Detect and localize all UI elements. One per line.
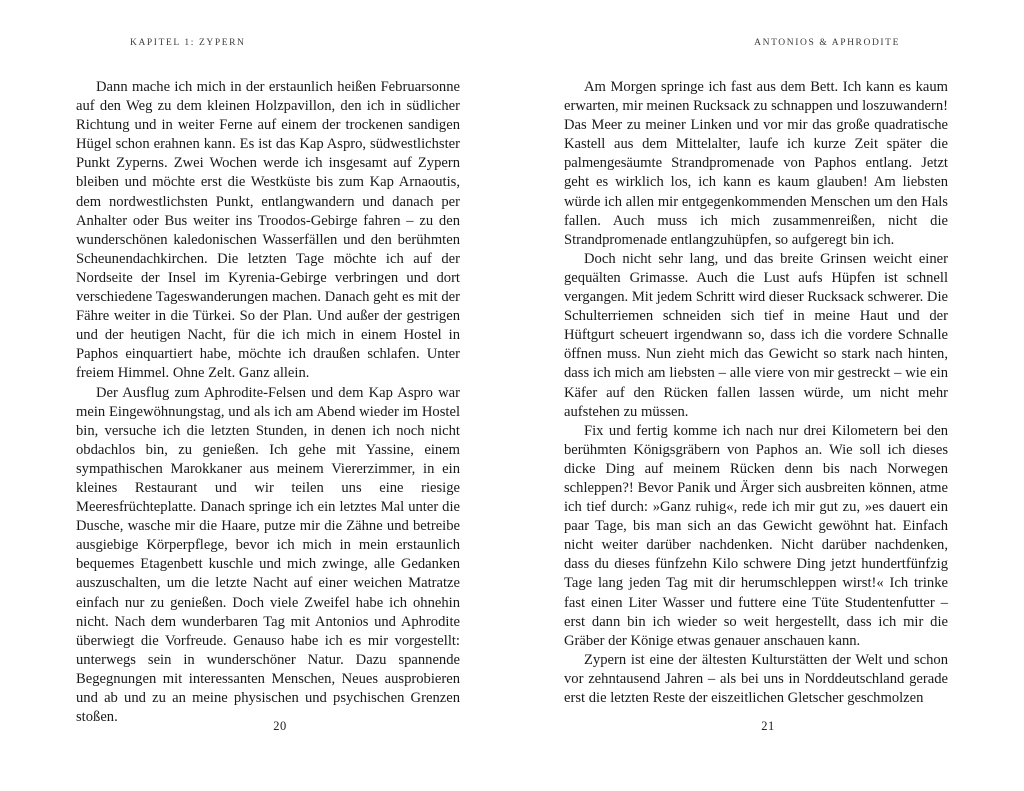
page-number-right: 21 <box>761 719 775 733</box>
paragraph: Fix und fertig komme ich nach nur drei Kilometern bei den berühmten Königsgräbern von Paphos an. Wie soll ich dieses dicke Ding auf meinem Rücken denn bis nach Norwegen schleppen?! Bevor Panik und Ärger sich ausbreiten können, atme ich tief durch: »Ganz ruhig«, rede ich mir gut zu, »es dauert ein paar Tage, bis man sich an das Gewicht gewöhnt hat. Einfach nicht weiter darüber nachdenken. Nicht darüber nachdenken, dass du dieses fünfzehn Kilo schwere Ding jetzt hundertfünfzig Tage lang jeden Tag mit dir herumschleppen wirst!« Ich trinke fast einen Liter Wasser und futtere eine Tüte Studentenfutter – erst dann bin ich wieder so weit hergestellt, dass ich mir die Gräber der Könige etwas genauer anschauen kann. <box>564 422 948 649</box>
body-text-left <box>76 78 460 727</box>
paragraph: Der Ausflug zum Aphrodite-Felsen und dem Kap Aspro war mein Eingewöhnungstag, und als ich am Abend wieder im Hostel bin, versuche ich die letzten Stunden, in denen ich noch nicht obdachlos bin, zu genießen. Ich gehe mit Yassine, einem sympathischen Marokkaner aus meinem Viererzimmer, in ein kleines Restaurant und wir teilen uns eine riesige Meeresfrüchteplatte. Danach springe ich ein letztes Mal unter die Dusche, wasche mir die Haare, putze mir die Zähne und betreibe ausgiebige Körperpflege, bevor ich mich in mein erstaunlich bequemes Etagenbett kuschle und mich zwinge, alle Gedanken auszuschalten, um die letzte Nacht auf einer weichen Matratze einfach nur zu genießen. Doch viele Zweifel habe ich ohnehin nicht. Nach dem wunderbaren Tag mit Antonios und Aphrodite überwiegt die Vorfreude. Genauso habe ich es mir vorgestellt: unterwegs sein in wunderschöner Natur. Dazu spannende Begegnungen mit interessanten Menschen, Neues ausprobieren und ab und zu an meine physischen und psychischen Grenzen stoßen. <box>76 384 460 726</box>
body-text-right <box>564 78 948 708</box>
paragraph: Zypern ist eine der ältesten Kulturstätten der Welt und schon vor zehntausend Jahren – als bei uns in Norddeutschland gerade erst die letzten Reste der eiszeitlichen Gletscher geschmolzen <box>564 651 948 706</box>
right-page <box>512 0 1024 791</box>
running-head-left: KAPITEL 1: ZYPERN <box>130 38 246 48</box>
paragraph: Doch nicht sehr lang, und das breite Grinsen weicht einer gequälten Grimasse. Auch die Lust aufs Hüpfen ist schnell vergangen. Mit jedem Schritt wird dieser Rucksack schwerer. Die Schulterriemen schneiden sich tief in meine Haut und der Hüftgurt scheuert irgendwann so, dass ich die vordere Schnalle öffnen muss. Nun zieht mich das Gewicht so stark nach hinten, dass ich mich am liebsten – alle viere von mir gestreckt – wie ein Käfer auf den Rücken fallen lassen würde, um nicht mehr aufstehen zu müssen. <box>564 250 948 420</box>
page-number-left: 20 <box>273 719 287 733</box>
paragraph: Dann mache ich mich in der erstaunlich heißen Februarsonne auf den Weg zu dem kleinen Holzpavillon, den ich in südlicher Richtung und in weiter Ferne auf einem der trockenen sandigen Hügel schon erahnen kann. Es ist das Kap Aspro, südwestlichster Punkt Zyperns. Zwei Wochen werde ich insgesamt auf Zypern bleiben und möchte erst die Westküste bis zum Kap Arnaoutis, dem nordwestlichsten Punkt, entlangwandern und danach per Anhalter oder Bus weiter ins Troodos-Gebirge fahren – zu den wunderschönen kaledonischen Wasserfällen und den berühmten Scheunendachkirchen. Die letzten Tage möchte ich auf der Nordseite der Insel im Kyrenia-Gebirge verbringen und dort verschiedene Tageswanderungen machen. Danach geht es mit der Fähre weiter in die Türkei. So der Plan. Und außer der gestrigen und der heutigen Nacht, für die ich mich in einem Hostel in Paphos einquartiert habe, möchte ich draußen schlafen. Unter freiem Himmel. Ohne Zelt. Ganz allein. <box>76 79 460 382</box>
paragraph: Am Morgen springe ich fast aus dem Bett. Ich kann es kaum erwarten, mir meinen Rucksack zu schnappen und loszuwandern! Das Meer zu meiner Linken und vor mir das große quadratische Kastell aus dem Mittelalter, laufe ich kurze Zeit später die palmengesäumte Strandpromenade von Paphos entlang. Jetzt geht es wirklich los, ich kann es kaum glauben! Am liebsten würde ich allen mir entgegenkommenden Menschen um den Hals fallen. Auch muss ich mich zusammenreißen, nicht die Strandpromenade entlangzuhüpfen, so aufgeregt bin ich. <box>564 79 948 248</box>
running-head-right: ANTONIOS & APHRODITE <box>754 38 900 48</box>
